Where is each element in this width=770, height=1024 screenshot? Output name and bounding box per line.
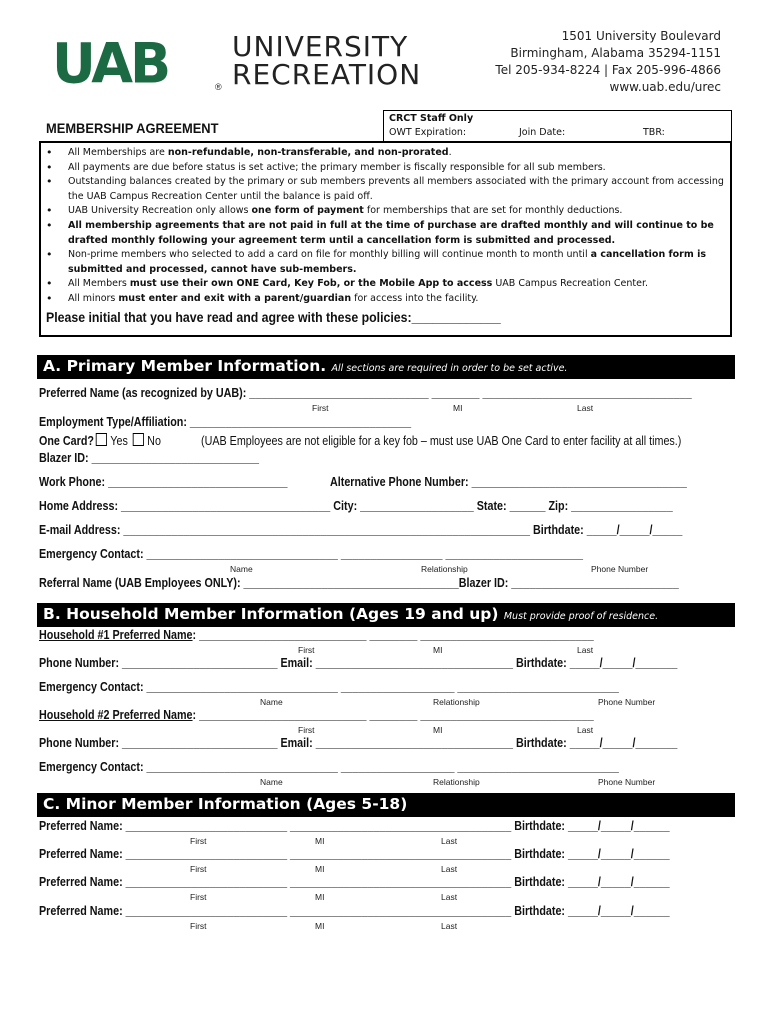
referral-field[interactable]: Referral Name (UAB Employees ONLY): ____________________________________Blazer ID: ____________________________: [39, 576, 679, 590]
household-1-phone-row[interactable]: Phone Number: __________________________ Email: _________________________________ Birthdate: _____/_____/_______: [39, 656, 678, 670]
first-label: First: [190, 892, 207, 902]
first-label: First: [190, 921, 207, 931]
email-field[interactable]: E-mail Address: ____________________________________________________________________ Birthdate: _____/_____/_____: [39, 523, 683, 537]
website[interactable]: www.uab.edu/urec: [609, 80, 721, 94]
household-1-emergency[interactable]: Emergency Contact: ________________________________ ___________________ ___________________________: [39, 680, 619, 694]
mi-label: MI: [315, 836, 325, 846]
no-checkbox[interactable]: [133, 433, 144, 446]
no-label: No: [147, 434, 161, 448]
first-label: First: [190, 864, 207, 874]
household-2-emergency[interactable]: Emergency Contact: ________________________________ ___________________ ___________________________: [39, 760, 619, 774]
policy-item: • All Members must use their own ONE Card, Key Fob, or the Mobile App to access UAB Campus Recreation Center.: [40, 277, 730, 292]
phone-number-label: Phone Number: [598, 697, 656, 707]
onecard-note: (UAB Employees are not eligible for a key fob – must use UAB One Card to enter facility at all times.): [201, 434, 682, 448]
policy-item: • All payments are due before status is set active; the primary member is fiscally responsible for all sub members.: [40, 161, 730, 176]
mi-label: MI: [453, 403, 463, 413]
minor-preferred-name-row[interactable]: Preferred Name: ___________________________ _____________________________________ Birthdate: _____/_____/______: [39, 847, 670, 861]
owt-expiration-field[interactable]: OWT Expiration:: [389, 127, 467, 138]
last-label: Last: [577, 725, 594, 735]
section-a-header: [37, 355, 735, 379]
last-label: Last: [441, 864, 458, 874]
relationship-label: Relationship: [433, 697, 480, 707]
home-address-field[interactable]: Home Address: ___________________________________ City: ___________________ State: ______ Zip: _________________: [39, 499, 673, 513]
policy-item: • All Memberships are non-refundable, non-transferable, and non-prorated.: [40, 146, 730, 161]
blazer-id-field[interactable]: Blazer ID: ____________________________: [39, 451, 259, 465]
first-label: First: [312, 403, 329, 413]
mi-label: MI: [315, 892, 325, 902]
staff-only-box: [383, 110, 732, 141]
last-label: Last: [441, 921, 458, 931]
street: 1501 University Boulevard: [561, 29, 721, 43]
name-label: Name: [230, 564, 253, 574]
last-label: Last: [441, 892, 458, 902]
policy-list: [40, 146, 730, 307]
employment-field[interactable]: Employment Type/Affiliation: _____________________________________: [39, 415, 412, 429]
initial-field[interactable]: Please initial that you have read and agree with these policies:_____________: [46, 309, 501, 325]
tbr-field[interactable]: TBR:: [643, 127, 665, 138]
mi-label: MI: [433, 725, 443, 735]
policy-item: • All minors must enter and exit with a parent/guardian for access into the facility.: [40, 292, 730, 307]
phone-number-label: Phone Number: [591, 564, 649, 574]
logo-line-1: UNIVERSITY: [232, 30, 409, 63]
section-b-title: B. Household Member Information (Ages 19 and up) Must provide proof of residence.: [43, 605, 659, 623]
last-label: Last: [441, 836, 458, 846]
policy-item: • UAB University Recreation only allows one form of payment for memberships that are set for monthly deductions.: [40, 204, 730, 219]
yes-label: Yes: [110, 434, 128, 448]
minor-preferred-name-row[interactable]: Preferred Name: ___________________________ _____________________________________ Birthdate: _____/_____/______: [39, 819, 670, 833]
section-c-header: [37, 793, 735, 817]
policy-item: • All membership agreements that are not paid in full at the time of purchase are drafted monthly and will continue to be drafted monthly following your agreement term until a cancellation form is submitted and processed.: [40, 219, 730, 248]
work-phone-field[interactable]: Work Phone: ______________________________: [39, 475, 288, 489]
address-block: [495, 28, 721, 96]
section-c-title: C. Minor Member Information (Ages 5-18): [43, 795, 408, 813]
minor-preferred-name-row[interactable]: Preferred Name: ___________________________ _____________________________________ Birthdate: _____/_____/______: [39, 875, 670, 889]
first-label: First: [190, 836, 207, 846]
mi-label: MI: [315, 864, 325, 874]
join-date-field[interactable]: Join Date:: [519, 127, 566, 138]
minor-preferred-name-row[interactable]: Preferred Name: ___________________________ _____________________________________ Birthdate: _____/_____/______: [39, 904, 670, 918]
preferred-name-field[interactable]: Preferred Name (as recognized by UAB): ______________________________ ________ ___________________________________: [39, 386, 692, 400]
first-label: First: [298, 725, 315, 735]
first-label: First: [298, 645, 315, 655]
staff-title: CRCT Staff Only: [389, 113, 474, 124]
mi-label: MI: [433, 645, 443, 655]
emergency-contact-field[interactable]: Emergency Contact: ________________________________ _________________ _______________________: [39, 547, 583, 561]
registered-mark: ®: [215, 82, 222, 92]
section-b-header: [37, 603, 735, 627]
name-label: Name: [260, 777, 283, 787]
city-state: Birmingham, Alabama 35294-1151: [510, 46, 721, 60]
alt-phone-field[interactable]: Alternative Phone Number: ____________________________________: [330, 475, 687, 489]
yes-checkbox[interactable]: [96, 433, 107, 446]
relationship-label: Relationship: [421, 564, 468, 574]
onecard-row: [39, 433, 161, 448]
name-label: Name: [260, 697, 283, 707]
logo-line-2: RECREATION: [232, 58, 422, 91]
phone-fax: Tel 205-934-8224 | Fax 205-996-4866: [495, 63, 721, 77]
last-label: Last: [577, 403, 594, 413]
household-1-name-field[interactable]: Household #1 Preferred Name: ____________________________ ________ _____________________________: [39, 628, 594, 642]
relationship-label: Relationship: [433, 777, 480, 787]
onecard-label: One Card?: [39, 434, 94, 448]
last-label: Last: [577, 645, 594, 655]
policy-item: • Outstanding balances created by the primary or sub members prevents all members associated with the primary account from accessing the UAB Campus Recreation Center until the balance is paid off.: [40, 175, 730, 204]
agreement-title: MEMBERSHIP AGREEMENT: [46, 120, 219, 136]
household-2-phone-row[interactable]: Phone Number: __________________________ Email: _________________________________ Birthdate: _____/_____/_______: [39, 736, 678, 750]
policy-item: • Non-prime members who selected to add a card on file for monthly billing will continue month to month until a cancellation form is submitted and processed, cannot have sub-members.: [40, 248, 730, 277]
mi-label: MI: [315, 921, 325, 931]
logo-mark: UAB: [52, 31, 169, 96]
phone-number-label: Phone Number: [598, 777, 656, 787]
household-2-name-field[interactable]: Household #2 Preferred Name: ____________________________ ________ _____________________________: [39, 708, 594, 722]
section-a-title: A. Primary Member Information. All sections are required in order to be set active.: [43, 357, 568, 375]
